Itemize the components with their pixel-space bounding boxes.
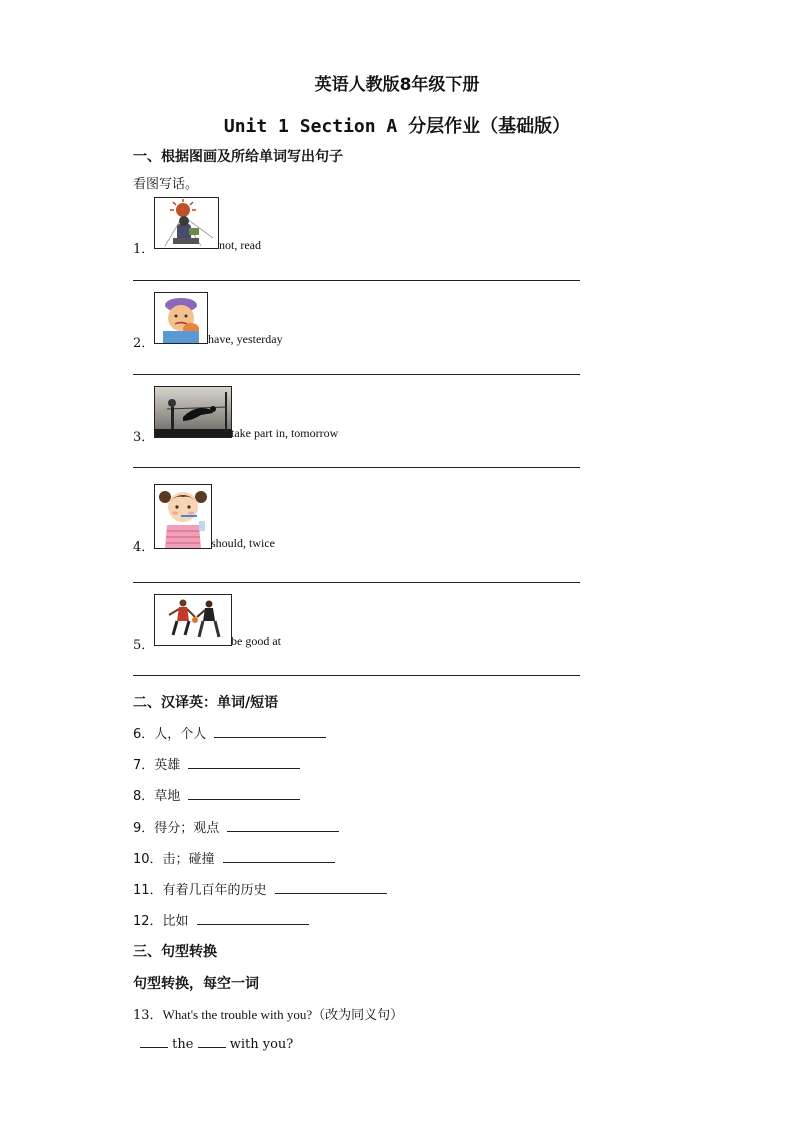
answer-blank[interactable] bbox=[188, 787, 300, 800]
fill-text: the bbox=[172, 1037, 194, 1052]
answer-blank[interactable] bbox=[223, 850, 335, 863]
question-number: 13． bbox=[133, 1008, 163, 1023]
hint-words: should, twice bbox=[211, 536, 275, 550]
brushing-teeth-picture bbox=[154, 484, 212, 549]
question-13-blanks bbox=[140, 1035, 293, 1052]
question-number: 3． bbox=[133, 430, 155, 445]
section3-heading: 三、句型转换 bbox=[133, 944, 217, 960]
answer-line[interactable] bbox=[133, 582, 580, 583]
question-number: 12． bbox=[133, 914, 163, 929]
toothache-picture bbox=[154, 292, 208, 344]
question-number: 7． bbox=[133, 758, 155, 773]
vocab-item bbox=[133, 848, 335, 867]
vocab-item bbox=[133, 910, 309, 929]
document-title: 英语人教版8年级下册 bbox=[314, 75, 480, 95]
question-number: 10． bbox=[133, 852, 163, 867]
vocab-item bbox=[133, 817, 339, 836]
fill-text: with you? bbox=[229, 1037, 294, 1052]
sun-reading-picture bbox=[154, 197, 219, 249]
vocab-item bbox=[133, 879, 387, 898]
answer-blank[interactable] bbox=[197, 912, 309, 925]
vocab-item bbox=[133, 723, 326, 742]
high-jump-picture bbox=[154, 386, 232, 438]
answer-line[interactable] bbox=[133, 280, 580, 281]
answer-blank[interactable] bbox=[214, 725, 326, 738]
section3-subheading: 句型转换，每空一词 bbox=[133, 976, 259, 992]
vocab-prompt: 得分；观点 bbox=[154, 821, 220, 836]
answer-blank[interactable] bbox=[188, 756, 300, 769]
hint-words: take part in, tomorrow bbox=[231, 426, 339, 440]
vocab-item bbox=[133, 754, 300, 773]
question-number: 11． bbox=[133, 883, 163, 898]
section1-instruction: 看图写话。 bbox=[133, 177, 199, 192]
question-number: 8． bbox=[133, 789, 155, 804]
hint-words: be good at bbox=[231, 634, 281, 648]
vocab-prompt: 英雄 bbox=[154, 758, 181, 773]
question-number: 5． bbox=[133, 638, 155, 653]
hint-words: not, read bbox=[219, 238, 261, 252]
question-number: 9． bbox=[133, 821, 155, 836]
question-number: 6． bbox=[133, 727, 155, 742]
hint-words: have, yesterday bbox=[208, 332, 283, 346]
vocab-prompt: 人，个人 bbox=[154, 727, 207, 742]
vocab-prompt: 比如 bbox=[162, 914, 189, 929]
answer-line[interactable] bbox=[133, 467, 580, 468]
vocab-prompt: 草地 bbox=[154, 789, 181, 804]
question-number: 2． bbox=[133, 336, 155, 351]
answer-blank[interactable] bbox=[275, 881, 387, 894]
vocab-prompt: 击；碰撞 bbox=[162, 852, 215, 867]
answer-blank[interactable] bbox=[227, 819, 339, 832]
vocab-prompt: 有着几百年的历史 bbox=[162, 883, 267, 898]
section1-heading: 一、根据图画及所给单词写出句子 bbox=[133, 149, 343, 165]
answer-blank[interactable] bbox=[140, 1035, 168, 1048]
basketball-picture bbox=[154, 594, 232, 646]
answer-blank[interactable] bbox=[198, 1035, 226, 1048]
question-number: 4． bbox=[133, 540, 155, 555]
question-text: What's the trouble with you?（改为同义句） bbox=[162, 1007, 404, 1022]
vocab-item bbox=[133, 785, 300, 804]
question-number: 1． bbox=[133, 242, 155, 257]
question-13 bbox=[133, 1004, 403, 1023]
section2-heading: 二、汉译英：单词/短语 bbox=[133, 695, 279, 711]
answer-line[interactable] bbox=[133, 675, 580, 676]
answer-line[interactable] bbox=[133, 374, 580, 375]
document-subtitle: Unit 1 Section A 分层作业（基础版） bbox=[223, 116, 571, 137]
